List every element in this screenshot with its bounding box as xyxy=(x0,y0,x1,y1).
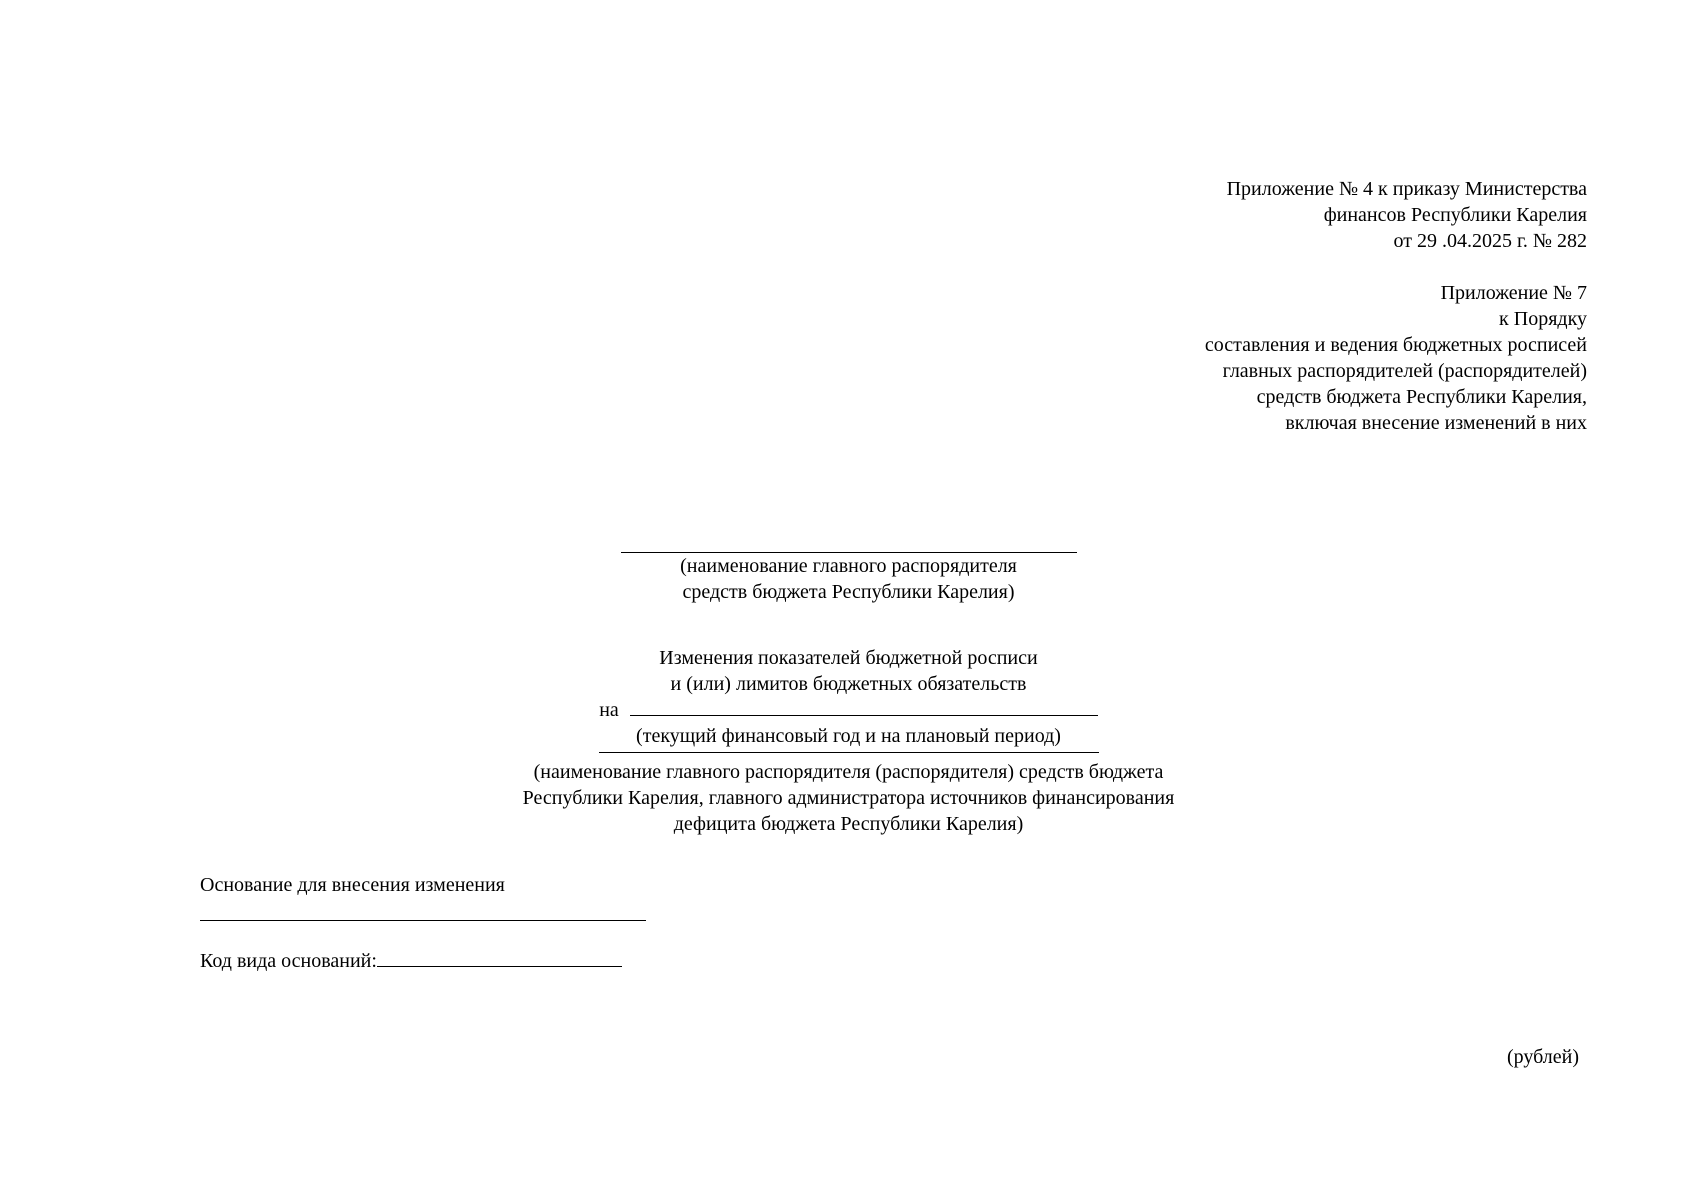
document-title: и (или) лимитов бюджетных обязательств xyxy=(670,673,1027,695)
recipient-caption: (наименование главного распорядителя (распорядителя) средств бюджета xyxy=(533,761,1164,783)
appendix-7-line: Приложение № 7 xyxy=(1440,282,1587,304)
org-name-caption: (наименование главного распорядителя xyxy=(680,555,1017,577)
period-prefix: на xyxy=(599,699,619,721)
appendix-4-header xyxy=(1227,176,1587,254)
appendix-7-line: включая внесение изменений в них xyxy=(1285,412,1587,434)
document-title: Изменения показателей бюджетной росписи xyxy=(659,647,1038,669)
basis-label: Основание для внесения изменения xyxy=(200,874,505,896)
appendix-7-line: составления и ведения бюджетных росписей xyxy=(1204,334,1587,356)
recipient-caption: дефицита бюджета Республики Карелия) xyxy=(673,813,1024,835)
appendix-4-line: финансов Республики Карелия xyxy=(1323,204,1587,226)
period-caption: (текущий финансовый год и на плановый период) xyxy=(636,725,1061,747)
appendix-4-line: Приложение № 4 к приказу Министерства xyxy=(1226,178,1587,200)
basis-blank-line[interactable] xyxy=(200,920,646,921)
appendix-7-line: главных распорядителей (распорядителей) xyxy=(1222,360,1587,382)
basis-kind-label: Код вида оснований: xyxy=(200,950,377,972)
basis-kind-blank-line[interactable] xyxy=(377,948,622,967)
recipient-name-field xyxy=(0,752,1697,837)
period-field-row xyxy=(0,697,1697,723)
appendix-7-header xyxy=(1205,280,1587,436)
basis-kind-row xyxy=(200,948,622,974)
appendix-7-line: средств бюджета Республики Карелия, xyxy=(1256,386,1587,408)
org-name-caption: средств бюджета Республики Карелия) xyxy=(682,581,1015,603)
period-blank-line[interactable] xyxy=(630,697,1098,716)
document-title-block xyxy=(0,645,1697,749)
recipient-name-blank-line[interactable] xyxy=(599,752,1099,753)
org-name-field xyxy=(0,552,1697,605)
appendix-4-line: от 29 .04.2025 г. № 282 xyxy=(1393,230,1587,252)
currency-note: (рублей) xyxy=(1506,1046,1579,1068)
recipient-caption: Республики Карелия, главного администратора источников финансирования xyxy=(522,787,1175,809)
appendix-7-line: к Порядку xyxy=(1499,308,1587,330)
